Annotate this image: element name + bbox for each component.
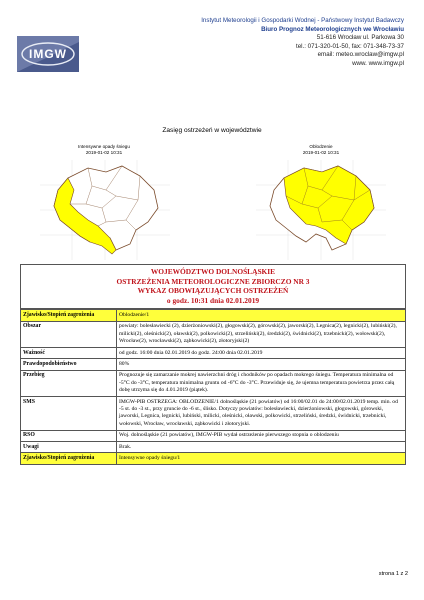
row-value: Oblodzenie/1 [117,310,405,320]
map2-title: Oblodzenie [309,144,333,149]
institute-contact [144,17,404,69]
row-label: RSO [21,431,117,441]
map2-caption [261,144,381,156]
row-value: powiaty: bolesławiecki (2), dzierżoniowski(2), głogowski(2), górowski(2), jaworski(2), Legnica(2), legnicki(2), lubiński(2), milicki(2), oleśnicki(2), oławski(2), polkowicki(2), strzeliński(2), średzki(2), świdnicki(2), trzebnicki(2), wołowski(2), Wrocław(2), wrocławski(2), ząbkowicki(2), złotoryjski(2) [119,323,397,345]
address: 51-616 Wrocław ul. Parkowa 30 [316,34,404,42]
imgw-logo [17,36,79,72]
map-snowfall [40,160,170,260]
office-name: Biuro Prognoz Meteorologicznych we Wrocławiu [261,25,404,33]
row-label: SMS [21,397,117,430]
website[interactable]: www. www.imgw.pl [352,59,404,67]
table-row [21,309,405,320]
map1-date: 2019-01-02 10:31 [85,150,123,155]
table-row [21,396,405,430]
table-row [21,347,405,358]
row-value: Intensywne opady śniegu/1 [117,453,405,463]
row-value: Woj. dolnośląskie (21 powiatów), IMGW-PIB wydał ostrzeżenie pierwszego stopnia o oblodzeniu [119,432,339,439]
page-number: strona 1 z 2 [378,571,408,577]
table-row [21,370,405,396]
heading-warnings: OSTRZEŻENIA METEOROLOGICZNE ZBIORCZO NR 3 [116,276,310,286]
row-label: Obszar [21,322,117,347]
phones: tel.: 071-320-01-50, fax: 071-348-73-37 [295,42,404,50]
row-value: Prognozuje się zamarzanie mokrej nawierzchni dróg i chodników po opadach mokrego śniegu. Temperatura minimalna od -5°C do -3°C, temperatura minimalna gruntu od -6°C do -3°C. Przewiduje się, że ujemna temperatura powietrza przez całą dobę utrzyma się do 4.01.2019 (piątek). [119,372,395,394]
heading-list: WYKAZ OBOWIĄZUJĄCYCH OSTRZEŻEŃ [137,286,289,296]
table-heading [21,265,405,309]
row-value: 80% [119,360,130,367]
row-label: Prawdopodobieństwo [21,359,117,369]
table-row [21,441,405,452]
institute-name: Instytut Meteorologii i Gospodarki Wodnej - Państwowy Instytut Badawczy [201,17,404,24]
row-label: Zjawisko/Stopień zagrożenia [21,310,117,320]
svg-text:IMGW: IMGW [29,47,67,61]
map1-caption [44,144,164,156]
table-row [21,321,405,347]
row-label: Przebieg [21,371,117,396]
row-label: Zjawisko/Stopień zagrożenia [21,453,117,463]
map-icing [256,160,386,260]
table-row [21,358,405,369]
warnings-table [20,264,406,465]
table-row [21,452,405,463]
map2-date: 2019-01-02 10:31 [302,150,340,155]
maps-title: Zasięg ostrzeżeń w województwie [162,127,262,134]
row-label: Ważność [21,348,117,358]
row-value: IMGW-PIB OSTRZEGA: OBLODZENIE/1 dolnośląskie (21 powiatów) od 16:00/02.01 do 24:00/02.01.2019 temp. min. od -5 st. do -3 st., przy gruncie do -6 st., ślisko. Dotyczy powiatów: bolesławiecki, dzierżoniowski, głogowski, górowski, jaworski, Legnica, legnicki, lubiński, milicki, oleśnicki, oławski, polkowicki, strzeliński, średzki, świdnicki, trzebnicki, wołowski, Wrocław, wrocławski, ząbkowicki i złotoryjski. [119,398,398,427]
heading-voivodeship: WOJEWÓDZTWO DOLNOŚLĄSKIE [150,267,276,276]
map1-title: Intensywne opady śniegu [78,144,130,149]
email[interactable]: email: meteo.wroclaw@imgw.pl [317,51,404,59]
table-row [21,430,405,441]
row-label: Uwagi [21,442,117,452]
row-value: Brak. [119,443,132,450]
row-value: od godz. 16:00 dnia 02.01.2019 do godz. 24:00 dnia 02.01.2019 [119,349,263,356]
heading-issued: o godz. 10:31 dnia 02.01.2019 [166,295,260,305]
